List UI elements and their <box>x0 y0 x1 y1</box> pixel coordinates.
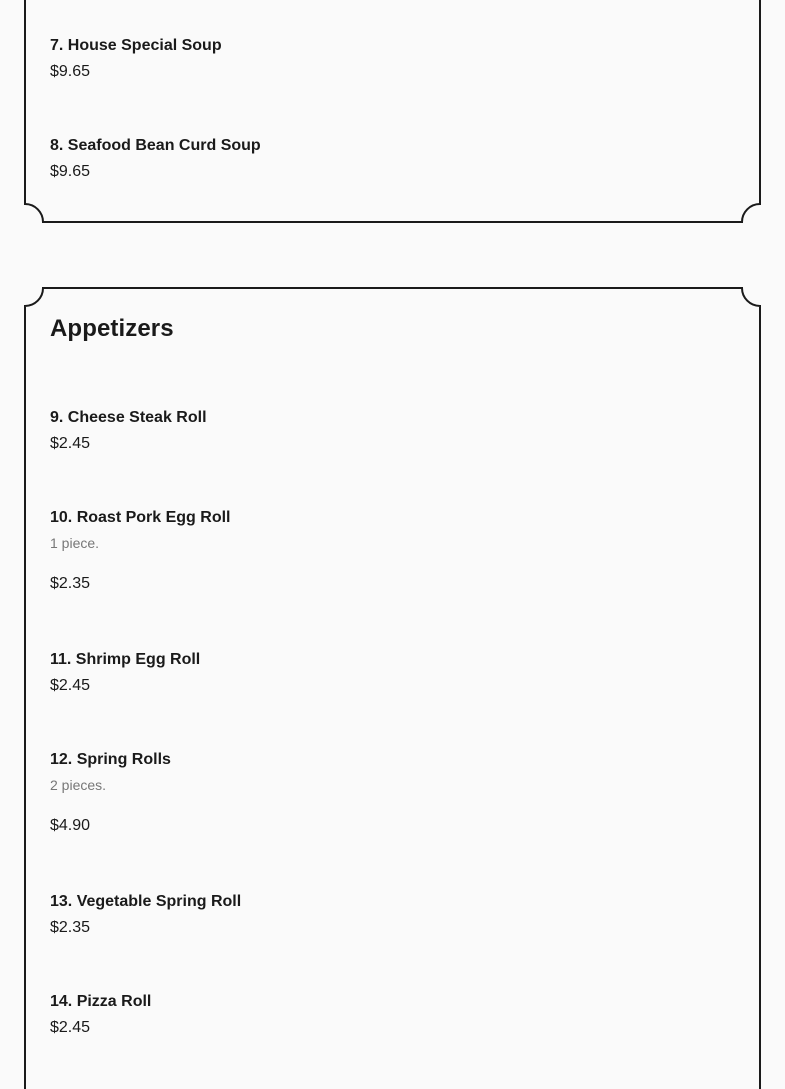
item-price: $2.45 <box>50 435 91 452</box>
item-price: $9.65 <box>50 63 91 80</box>
item-name: 13. Vegetable Spring Roll <box>50 893 242 910</box>
menu-item[interactable] <box>50 650 200 696</box>
item-name: 8. Seafood Bean Curd Soup <box>50 137 261 154</box>
item-description: 2 pieces. <box>50 777 107 793</box>
item-price: $2.45 <box>50 677 91 694</box>
menu-item[interactable] <box>50 750 171 836</box>
item-price: $2.35 <box>50 575 91 592</box>
menu-item[interactable] <box>50 36 222 82</box>
item-price: $4.90 <box>50 817 91 834</box>
item-price: $2.35 <box>50 919 91 936</box>
item-name: 9. Cheese Steak Roll <box>50 409 207 426</box>
item-description: 1 piece. <box>50 535 100 551</box>
menu-item[interactable] <box>50 408 207 454</box>
item-name: 12. Spring Rolls <box>50 751 171 768</box>
item-name: 7. House Special Soup <box>50 37 222 54</box>
item-price: $2.45 <box>50 1019 91 1036</box>
menu-item[interactable] <box>50 136 261 182</box>
item-price: $9.65 <box>50 163 91 180</box>
item-name: 11. Shrimp Egg Roll <box>50 651 201 668</box>
menu-section-appetizers <box>24 287 761 1089</box>
section-title: Appetizers <box>50 315 174 342</box>
item-name: 10. Roast Pork Egg Roll <box>50 509 231 526</box>
menu-item[interactable] <box>50 992 151 1038</box>
menu-item[interactable] <box>50 892 241 938</box>
section-frame <box>24 0 761 223</box>
menu-section-soups <box>24 0 761 223</box>
menu-item[interactable] <box>50 508 230 594</box>
item-name: 14. Pizza Roll <box>50 993 152 1010</box>
